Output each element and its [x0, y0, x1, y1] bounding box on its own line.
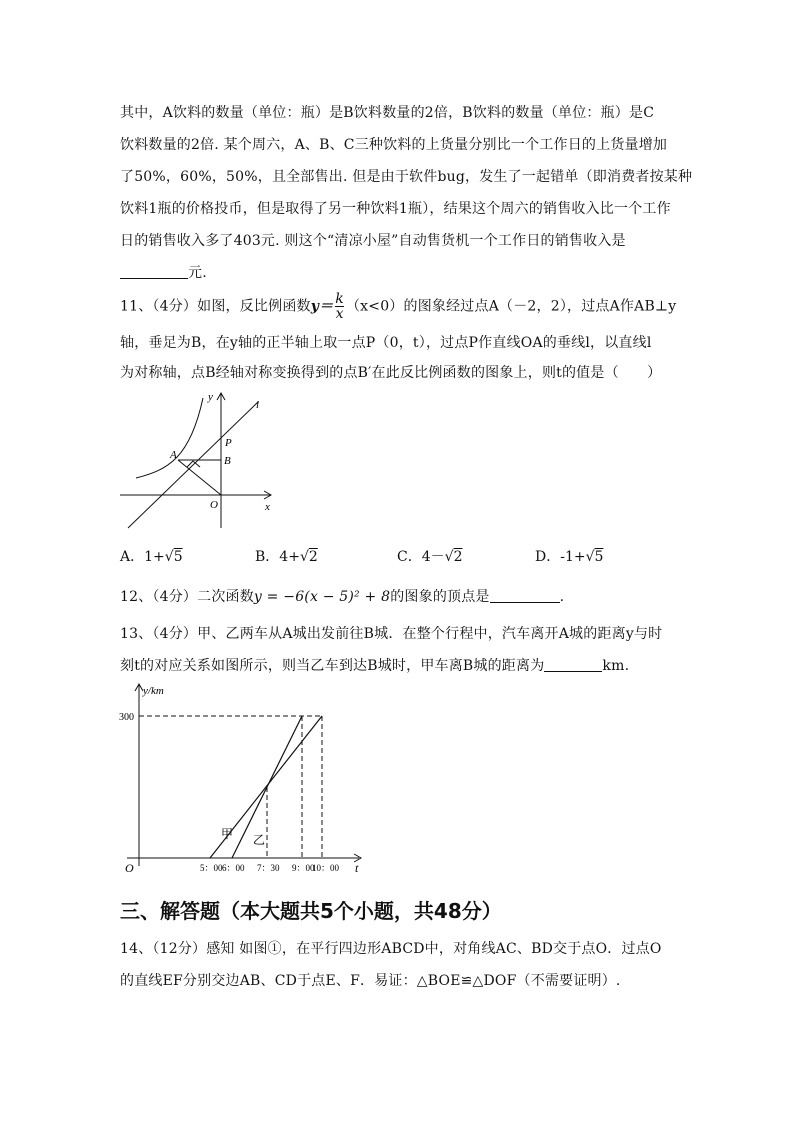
option-b[interactable]: B．4+√2: [255, 549, 318, 565]
fraction-denominator: x: [335, 306, 344, 322]
label-O: O: [210, 499, 218, 511]
q11-fraction: [335, 292, 344, 321]
option-d-radicand: 5: [594, 549, 604, 565]
chart-xlabel: t: [355, 861, 359, 875]
q13-line-2-post: km.: [602, 658, 630, 674]
q10-line-2: 饮料数量的2倍. 某个周六，A、B、C三种饮料的上货量分别比一个工作日的上货量增加: [120, 137, 668, 153]
section-title: 三、解答题（本大题共5个小题，共48分）: [120, 899, 502, 923]
q14-line-1: 14、（12分）感知 如图①，在平行四边形ABCD中，对角线AC、BD交于点O．过点O: [120, 941, 662, 957]
q13-line-1: 13、（4分）甲、乙两车从A城出发前往B城．在整个行程中，汽车离开A城的距离y与时: [120, 626, 663, 642]
q13-line-2-pre: 刻t的对应关系如图所示，则当乙车到达B城时，甲车离B城的距离为: [120, 658, 545, 674]
x-tick-label: 5：00: [200, 863, 223, 873]
option-b-value: 4+: [279, 549, 300, 565]
q10-line-4: 饮料1瓶的价格投币，但是取得了另一种饮料1瓶），结果这个周六的销售收入比一个工作: [120, 201, 671, 217]
q11-func-y: y＝: [310, 298, 334, 315]
q12-end: .: [559, 589, 565, 605]
x-tick-label: 7：30: [257, 863, 280, 873]
q10-answer-suffix: 元.: [188, 265, 207, 281]
option-d-label: D．: [535, 549, 561, 565]
q10-answer-line: [120, 262, 207, 282]
option-c-radicand: 2: [453, 549, 463, 565]
chart-ylabel: y/km: [143, 685, 164, 697]
series-label-yi: 乙: [253, 833, 266, 847]
x-tick-label: 6：00: [222, 863, 245, 873]
chart-origin: O: [125, 861, 134, 875]
q13-distance-time-chart: [115, 680, 375, 876]
option-d-value: -1+: [560, 549, 586, 565]
hyperbola-curve: [136, 398, 203, 478]
option-a[interactable]: A．1+√5: [120, 549, 183, 565]
q12-formula: y = −6(x − 5)² + 8: [253, 589, 391, 605]
q11-condition: （x<0）的图象经过点A（－2，2），过点A作AB⊥y: [345, 298, 677, 315]
option-c-label: C．: [397, 549, 422, 565]
answer-blank[interactable]: [544, 657, 602, 672]
x-tick-label: 9：00: [292, 863, 315, 873]
option-a-value: 1+: [144, 549, 165, 565]
line-l: [128, 402, 258, 528]
q12-prefix: 12、（4分）二次函数: [120, 589, 254, 605]
fraction-numerator: k: [335, 291, 344, 307]
chart-y-tick-300: 300: [119, 712, 134, 723]
q14-line-2: 的直线EF分别交边AB、CD于点E、F．易证：△BOE≌△DOF（不需要证明）.: [120, 973, 621, 989]
q11-line-3: 为对称轴，点B经轴对称变换得到的点B′在此反比例函数的图象上，则t的值是（ ）: [120, 365, 662, 381]
q11-line-2: 轴，垂足为B，在y轴的正半轴上取一点P（0，t），过点P作直线OA的垂线l，以直线l: [120, 335, 652, 351]
option-a-label: A．: [120, 549, 145, 565]
label-B: B: [224, 455, 231, 467]
label-x: x: [265, 501, 270, 513]
option-a-radicand: 5: [173, 549, 183, 565]
q13-line-2: [120, 655, 629, 675]
option-b-radicand: 2: [308, 549, 318, 565]
label-l: l: [256, 399, 260, 411]
q12-line: [120, 586, 564, 606]
q12-suffix: 的图象的顶点是: [390, 589, 490, 605]
q11-figure: [118, 388, 288, 533]
answer-blank[interactable]: [490, 588, 560, 603]
label-A: A: [170, 449, 177, 461]
x-tick-label: 10：00: [312, 863, 340, 873]
option-b-label: B．: [255, 549, 280, 565]
segment-OA: [178, 460, 221, 495]
option-c-value: 4－: [421, 549, 445, 565]
label-P: P: [225, 437, 232, 449]
q10-line-3: 了50%，60%，50%，且全部售出. 但是由于软件bug，发生了一起错单（即消费者按某种: [120, 169, 693, 185]
q10-line-1: 其中，A饮料的数量（单位：瓶）是B饮料数量的2倍，B饮料的数量（单位：瓶）是C: [120, 105, 655, 121]
label-y: y: [208, 391, 213, 403]
q11-line-1: [120, 292, 676, 321]
q10-line-5: 日的销售收入多了403元. 则这个“清凉小屋”自动售货机一个工作日的销售收入是: [120, 233, 626, 249]
option-d[interactable]: D．-1+√5: [535, 549, 604, 565]
option-c[interactable]: C．4－√2: [397, 549, 463, 565]
q11-prefix: 11、（4分）如图，反比例函数: [120, 298, 311, 315]
answer-blank[interactable]: [120, 264, 188, 279]
series-label-jia: 甲: [221, 827, 234, 841]
